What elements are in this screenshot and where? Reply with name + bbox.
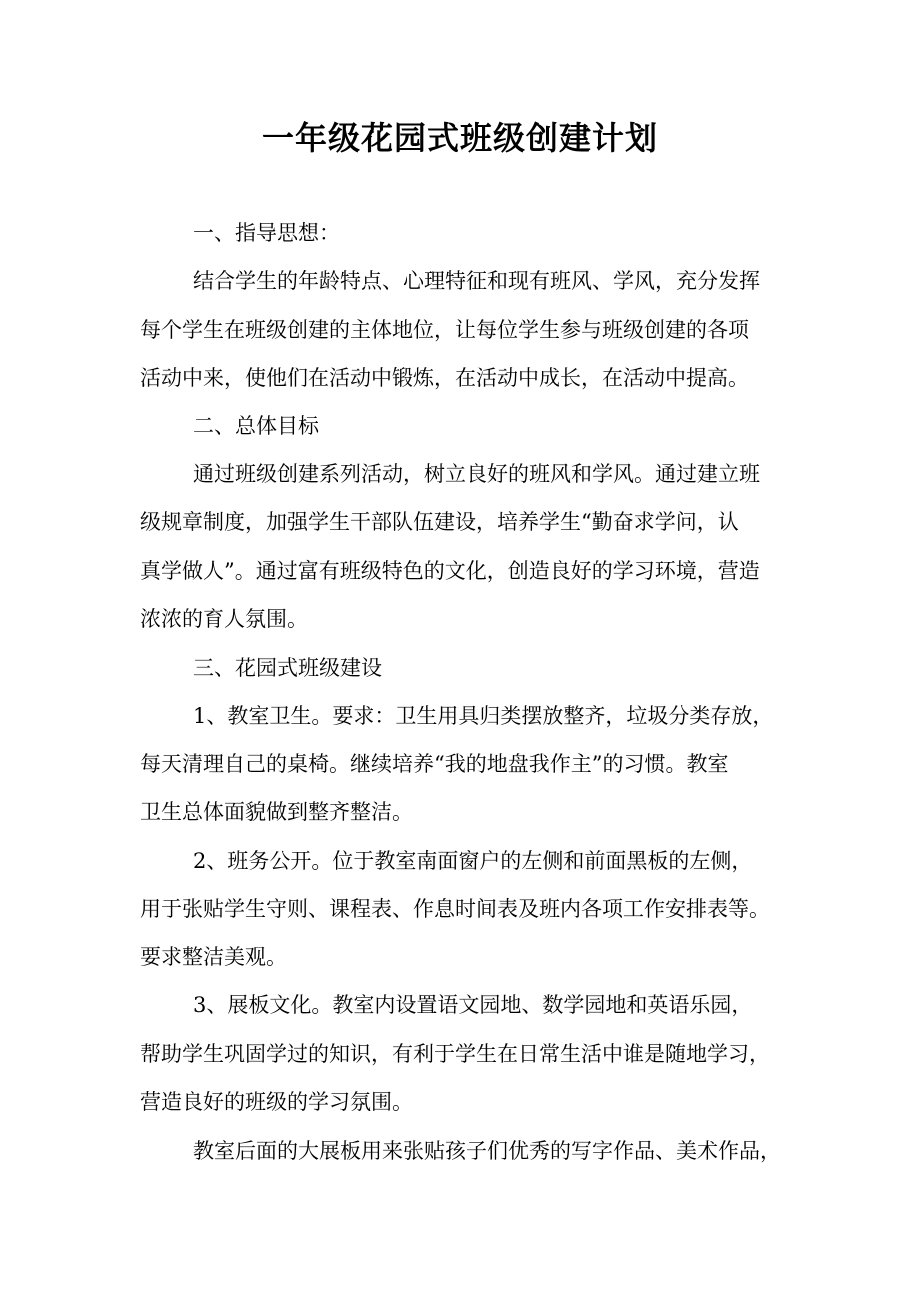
section-heading-overall-goal: 二、总体目标	[193, 414, 319, 438]
paragraph-line: 活动中来，使他们在活动中锻炼，在活动中成长，在活动中提高。	[140, 366, 749, 390]
paragraph-line: 级规章制度，加强学生干部队伍建设，培养学生“勤奋求学问，认	[140, 510, 739, 534]
paragraph-line: 教室后面的大展板用来张贴孩子们优秀的写字作品、美术作品，	[193, 1139, 781, 1163]
paragraph-line: 真学做人”。通过富有班级特色的文化，创造良好的学习环境，营造	[140, 559, 760, 583]
paragraph-line: 每天清理自己的桌椅。继续培养“我的地盘我作主”的习惯。教室	[140, 752, 729, 776]
paragraph-line: 每个学生在班级创建的主体地位，让每位学生参与班级创建的各项	[140, 318, 749, 342]
paragraph-line: 2、班务公开。位于教室南面窗户的左侧和前面黑板的左侧，	[193, 849, 753, 873]
section-heading-garden-class: 三、花园式班级建设	[193, 656, 382, 680]
paragraph-line: 结合学生的年龄特点、心理特征和现有班风、学风，充分发挥	[193, 269, 760, 293]
page-title: 一年级花园式班级创建计划	[261, 119, 658, 157]
section-heading-guiding-ideology: 一、指导思想：	[193, 221, 340, 245]
paragraph-line: 卫生总体面貌做到整齐整洁。	[140, 800, 413, 824]
paragraph-line: 1、教室卫生。要求：卫生用具归类摆放整齐，垃圾分类存放，	[193, 704, 774, 728]
paragraph-line: 3、展板文化。教室内设置语文园地、数学园地和英语乐园，	[193, 993, 753, 1017]
paragraph-line: 浓浓的育人氛围。	[140, 607, 308, 631]
paragraph-line: 要求整洁美观。	[140, 945, 287, 969]
paragraph-line: 帮助学生巩固学过的知识，有利于学生在日常生活中谁是随地学习，	[140, 1042, 770, 1066]
paragraph-line: 用于张贴学生守则、课程表、作息时间表及班内各项工作安排表等。	[140, 897, 770, 921]
paragraph-line: 通过班级创建系列活动，树立良好的班风和学风。通过建立班	[193, 462, 760, 486]
paragraph-line: 营造良好的班级的学习氛围。	[140, 1090, 413, 1114]
